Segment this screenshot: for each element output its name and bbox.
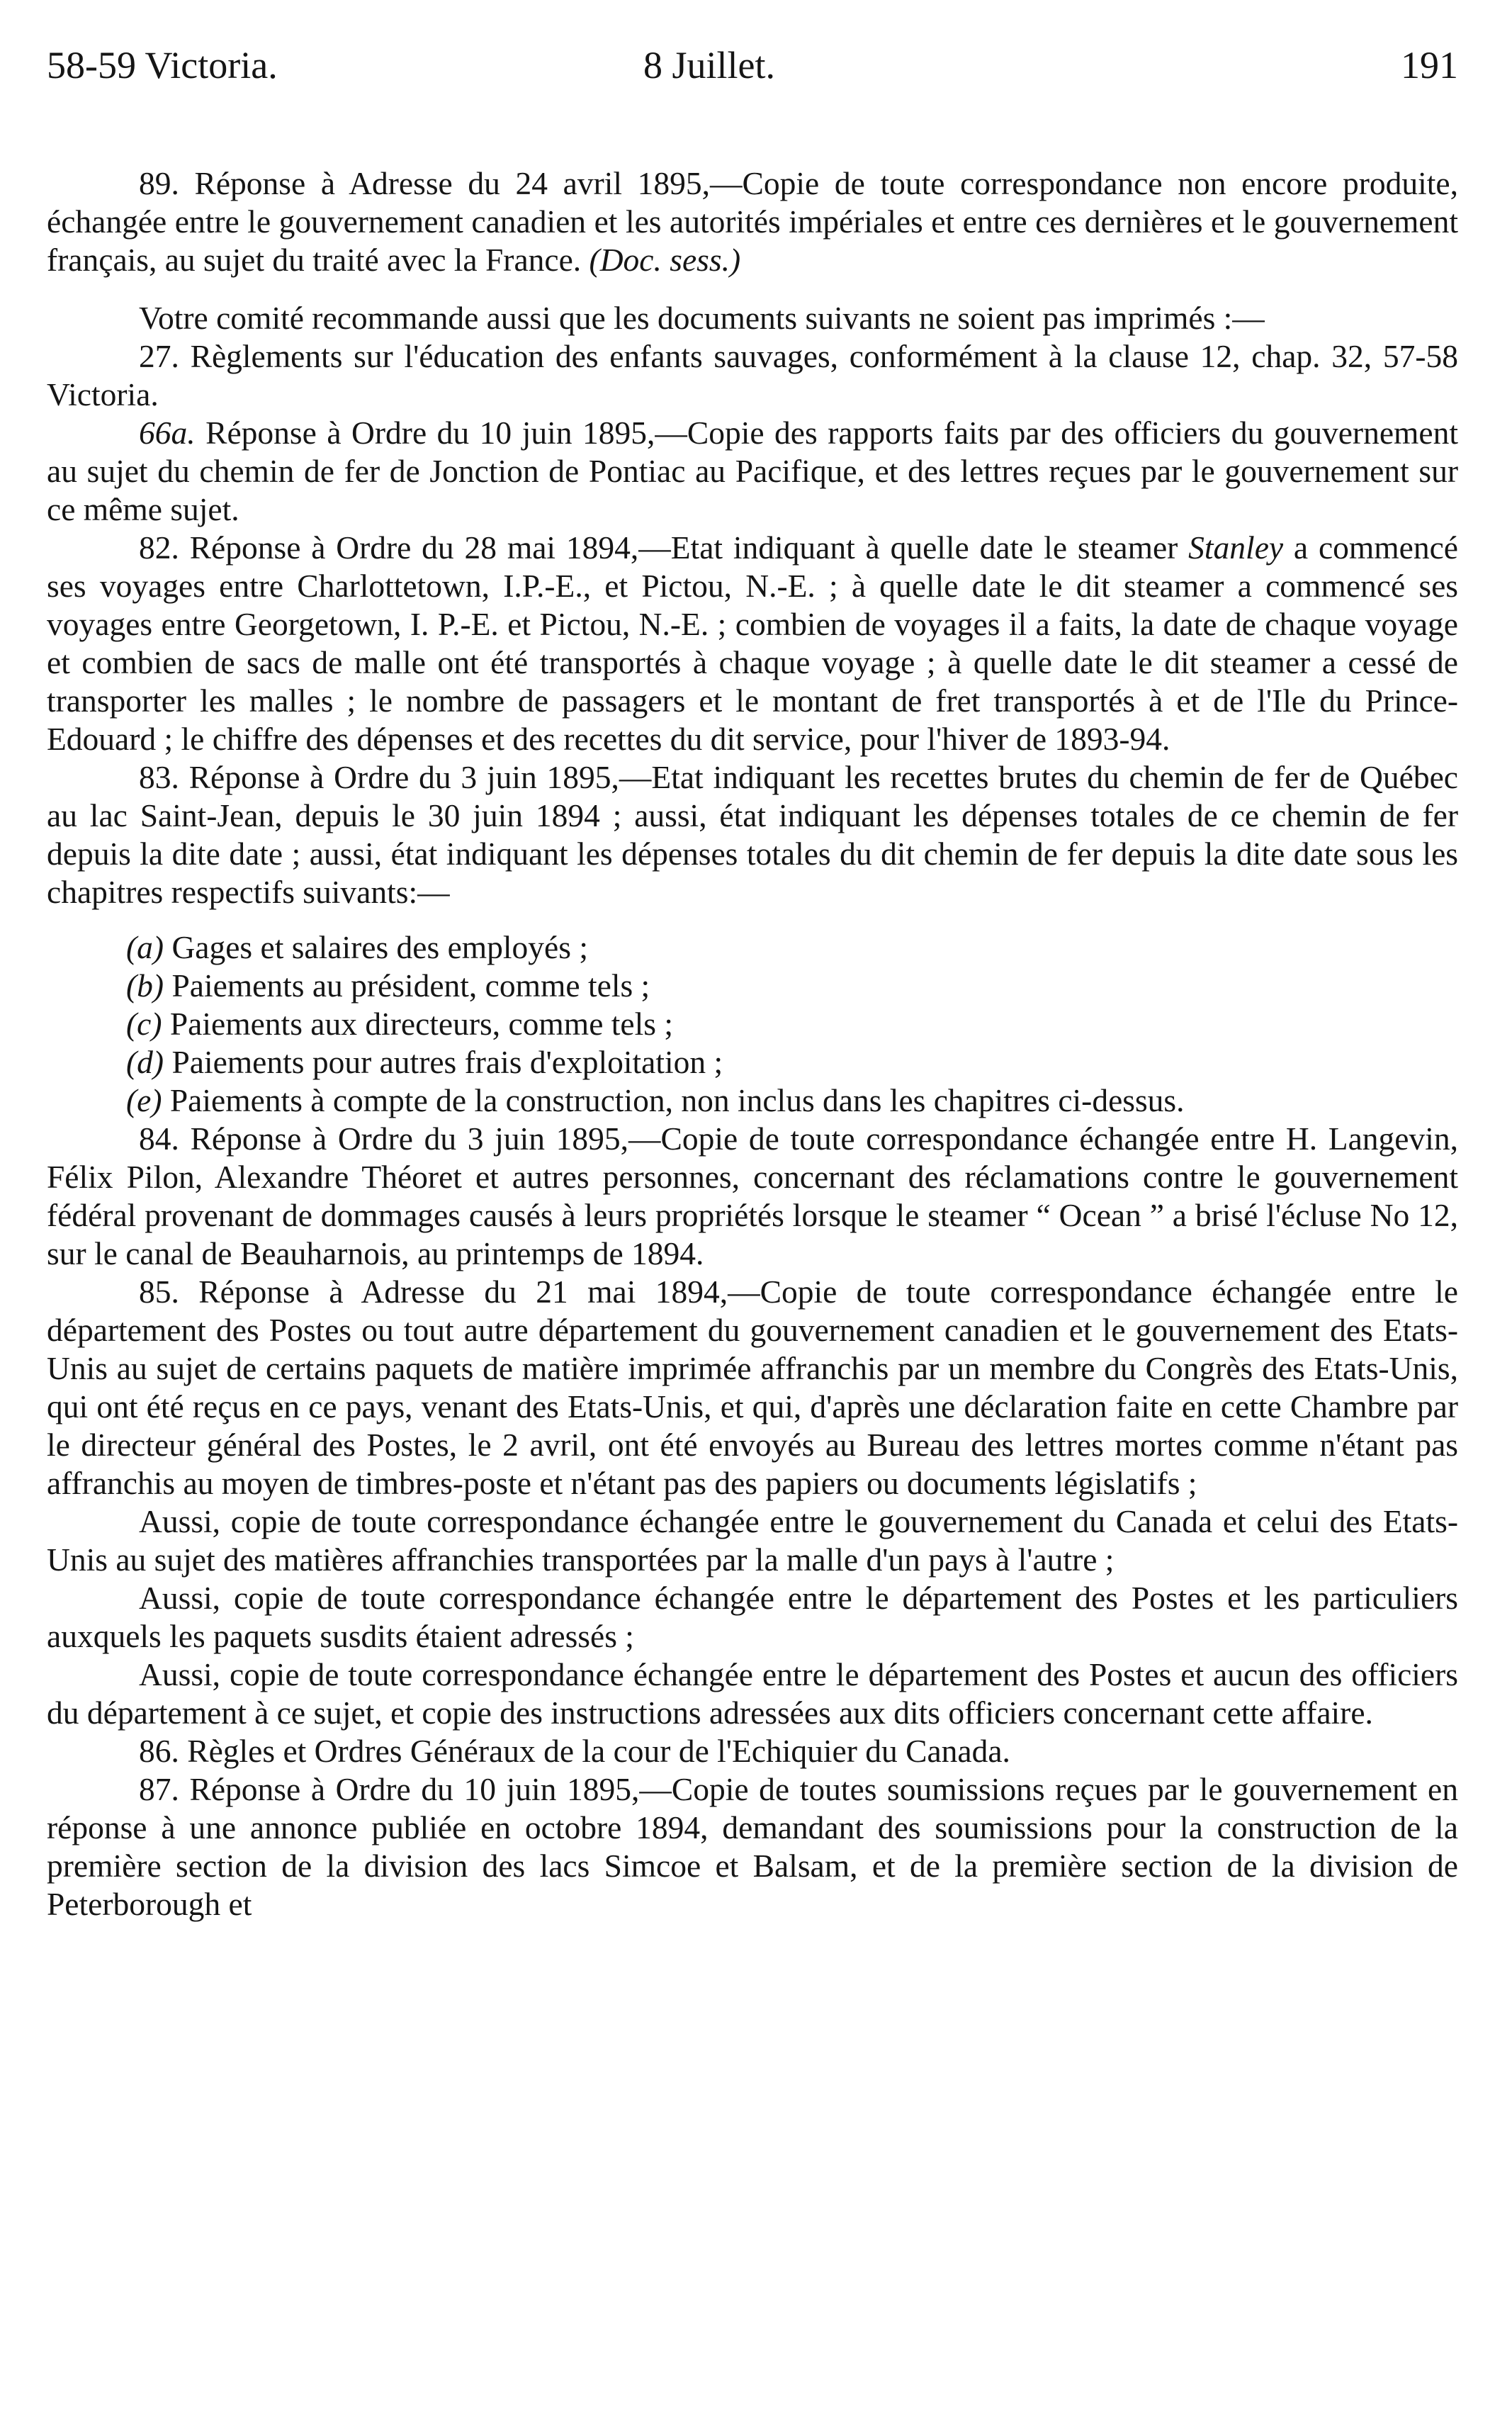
paragraph-87 xyxy=(47,1770,1458,1923)
paragraph-number: 66a. xyxy=(139,415,196,451)
paragraph-89 xyxy=(47,164,1458,279)
running-header xyxy=(47,43,1458,99)
paragraph-text: Aussi, copie de toute correspondance échangée entre le département des Postes et les particuliers auxquels les paquets susdits étaient adressés ; xyxy=(47,1580,1458,1654)
paragraph-number: 27. xyxy=(139,338,179,374)
paragraph-text: a commencé ses voyages entre Charlottetown, I.P.-E., et Pictou, N.-E. ; à quelle date le dit steamer a commencé ses voyages entre Georgetown, I. P.-E. et Pictou, N.-E. ; combien de voyages il a faits, la date de chaque voyage et combien de sacs de malle ont été transportés à chaque voyage ; à quelle date le dit steamer a cessé de transporter les malles ; le nombre de passagers et le montant de fret transportés à et de l'Ile du Prince-Edouard ; le chiffre des dépenses et des recettes du dit service, pour l'hiver de 1893-94. xyxy=(47,529,1459,757)
paragraph-number: 83. xyxy=(139,759,179,795)
list-item-label: (d) xyxy=(126,1044,164,1080)
paragraph-86 xyxy=(47,1732,1458,1770)
paragraph-number: 84. xyxy=(139,1120,179,1157)
header-date: 8 Juillet. xyxy=(643,44,775,86)
paragraph-number: 86. xyxy=(139,1733,179,1769)
list-item xyxy=(47,1081,1458,1120)
document-body xyxy=(47,164,1458,1923)
list-item-label: (e) xyxy=(126,1082,162,1118)
paragraph-82 xyxy=(47,529,1458,758)
paragraph-number: 82. xyxy=(139,529,179,566)
paragraph-text: Aussi, copie de toute correspondance échangée entre le gouvernement du Canada et celui des Etats-Unis au sujet des matières affranchies transportées par la malle d'un pays à l'autre ; xyxy=(47,1503,1458,1578)
list-item xyxy=(47,1043,1458,1081)
paragraph-text: Règlements sur l'éducation des enfants sauvages, conformément à la clause 12, chap. 32, 57-58 Victoria. xyxy=(47,338,1459,412)
chapter-list xyxy=(47,928,1458,1120)
list-item xyxy=(47,928,1458,967)
paragraph-83 xyxy=(47,758,1458,911)
list-item-text: Paiements aux directeurs, comme tels ; xyxy=(169,1006,673,1042)
paragraph-reference: (Doc. sess.) xyxy=(589,242,741,278)
list-item-text: Paiements au président, comme tels ; xyxy=(171,967,650,1004)
header-volume: 58-59 Victoria. xyxy=(47,44,278,86)
paragraph-recommendation xyxy=(47,299,1458,337)
list-item-text: Paiements pour autres frais d'exploitation ; xyxy=(171,1044,723,1080)
paragraph-text: Réponse à Ordre du 10 juin 1895,—Copie des rapports faits par des officiers du gouvernement au sujet du chemin de fer de Jonction de Pontiac au Pacifique, et des lettres reçues par le gouvernement sur ce même sujet. xyxy=(47,415,1458,527)
list-item-label: (b) xyxy=(126,967,164,1004)
list-item xyxy=(47,1005,1458,1043)
list-item-label: (c) xyxy=(126,1006,162,1042)
paragraph-text: Réponse à Ordre du 3 juin 1895,—Copie de toute correspondance échangée entre H. Langevin, Félix Pilon, Alexandre Théoret et autres personnes, concernant des réclamations contre le gouvernement fédéral provenant de dommages causés à leurs propriétés lorsque le steamer “ Ocean ” a brisé l'écluse No 12, sur le canal de Beauharnois, au printemps de 1894. xyxy=(47,1120,1459,1271)
paragraph-85-aussi-2 xyxy=(47,1579,1458,1656)
paragraph-text: Réponse à Adresse du 21 mai 1894,—Copie de toute correspondance échangée entre le département des Postes ou tout autre département du gouvernement canadien et le gouvernement des Etats-Unis au sujet de certains paquets de matière imprimée affranchis par un membre du Congrès des Etats-Unis, qui ont été reçus en ce pays, venant des Etats-Unis, et qui, d'après une déclaration faite en cette Chambre par le directeur général des Postes, le 2 avril, ont été envoyés au Bureau des lettres mortes comme n'étant pas affranchis au moyen de timbres-poste et n'étant pas des papiers ou documents législatifs ; xyxy=(47,1274,1459,1501)
paragraph-85 xyxy=(47,1273,1458,1502)
paragraph-27 xyxy=(47,337,1458,414)
document-page xyxy=(47,43,1458,1923)
paragraph-84 xyxy=(47,1120,1458,1273)
paragraph-85-aussi-1 xyxy=(47,1502,1458,1579)
paragraph-text: Aussi, copie de toute correspondance échangée entre le département des Postes et aucun des officiers du département à ce sujet, et copie des instructions adressées aux dits officiers concernant cette affaire. xyxy=(47,1656,1458,1731)
list-item-label: (a) xyxy=(126,929,164,965)
paragraph-number: 89. xyxy=(139,165,179,201)
header-page-number: 191 xyxy=(1401,44,1458,86)
paragraph-66a xyxy=(47,414,1458,529)
paragraph-text: Réponse à Ordre du 10 juin 1895,—Copie de toutes soumissions reçues par le gouvernement en réponse à une annonce publiée en octobre 1894, demandant des soumissions pour la construction de la première section de la division des lacs Simcoe et Balsam, et de la première section de la division de Peterborough et xyxy=(47,1771,1458,1922)
paragraph-text: Règles et Ordres Généraux de la cour de l'Echiquier du Canada. xyxy=(187,1733,1010,1769)
list-item xyxy=(47,967,1458,1005)
list-item-text: Paiements à compte de la construction, non inclus dans les chapitres ci-dessus. xyxy=(169,1082,1185,1118)
steamer-name: Stanley xyxy=(1188,529,1284,566)
paragraph-text: Réponse à Ordre du 3 juin 1895,—Etat indiquant les recettes brutes du chemin de fer de Québec au lac Saint-Jean, depuis le 30 juin 1894 ; aussi, état indiquant les dépenses totales de ce chemin de fer depuis la dite date ; aussi, état indiquant les dépenses totales du dit chemin de fer depuis la dite date sous les chapitres respectifs suivants:— xyxy=(47,759,1459,910)
paragraph-text: Réponse à Adresse du 24 avril 1895,—Copie de toute correspondance non encore produite, échangée entre le gouvernement canadien et les autorités impériales et entre ces dernières et le gouvernement français, au sujet du traité avec la France. xyxy=(47,165,1458,278)
paragraph-text-lead: Réponse à Ordre du 28 mai 1894,—Etat indiquant à quelle date le steamer xyxy=(189,529,1189,566)
list-item-text: Gages et salaires des employés ; xyxy=(171,929,588,965)
paragraph-number: 85. xyxy=(139,1274,179,1310)
paragraph-85-aussi-3 xyxy=(47,1656,1458,1732)
paragraph-number: 87. xyxy=(139,1771,179,1807)
paragraph-text: Votre comité recommande aussi que les documents suivants ne soient pas imprimés :— xyxy=(139,300,1265,336)
